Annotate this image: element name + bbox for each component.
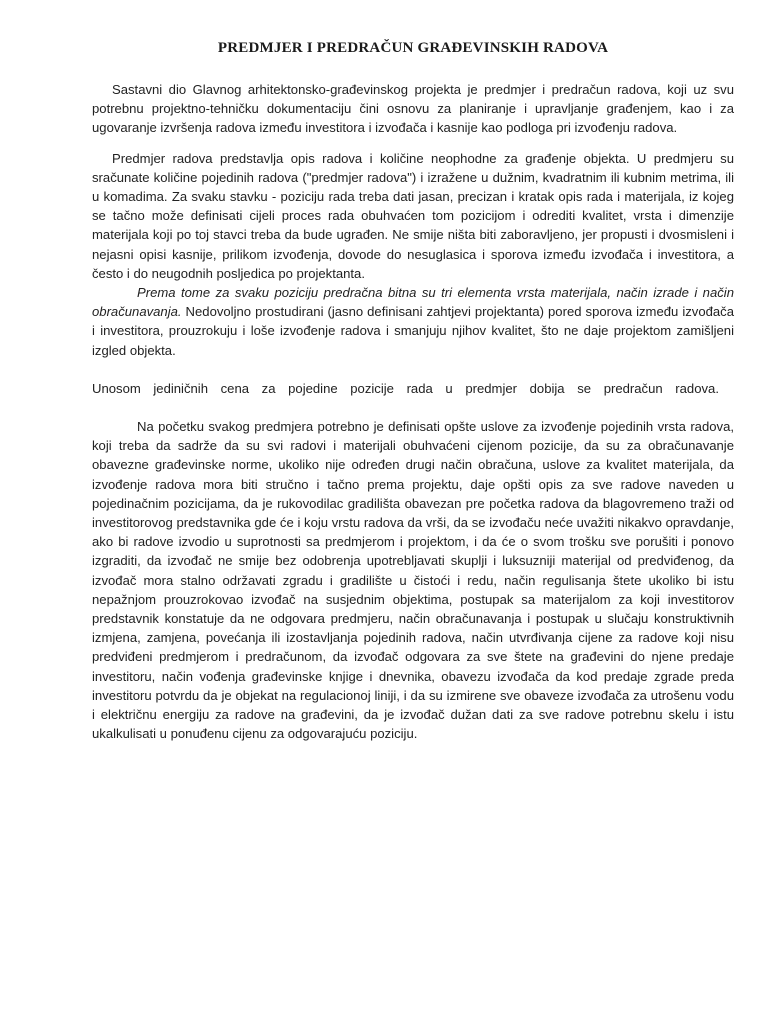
document-body xyxy=(92,80,734,744)
paragraph-elements-emphasis: Prema tome za svaku poziciju predračna bitna su tri elementa vrsta materijala, način izrade i način obračunavanja. xyxy=(92,285,734,320)
document-title: PREDMJER I PREDRAČUN GRAĐEVINSKIH RADOVA xyxy=(217,40,609,56)
paragraph-intro: Sastavni dio Glavnog arhitektonsko-građevinskog projekta je predmjer i predračun radova, koji uz svu potrebnu projektno-tehničku dokumentaciju čini osnovu za planiranje i upravljanje građenjem, kao i za ugovaranje izvršenja radova između investitora i izvođača i kasnije kao podloga pri izvođenju radova. xyxy=(92,82,734,136)
paragraph-predmjer-definition: Predmjer radova predstavlja opis radova i količine neophodne za građenje objekta. U predmjeru su sračunate količine pojedinih radova ("predmjer radova") i izražene u dužnim, kvadratnim ili kubnim metrima, ili u komadima. Za svaku stavku - poziciju rada treba dati jasan, precizan i kratak opis rada i materijala, iz kojeg se tačno može definisati cijeli proces rada obuhvaćen tom pozicijom i odrediti kvalitet, vrsta i dimenzije materijala koji po toj stavci treba da bude ugrađen. Ne smije ništa biti zaboravljeno, jer propusti i dvosmisleni i nejasni opisi kasnije, prilikom izvođenja, dovode do nesuglasica i sporova između izvođača i investitora, a često i do neugodnih posljedica po projektanta. xyxy=(92,150,734,281)
paragraph-general-conditions: Na početku svakog predmjera potrebno je definisati opšte uslove za izvođenje pojedinih vrsta radova, koji treba da sadrže da su svi radovi i materijali obuhvaćeni cijenom pozicije, da su za obračunavanje obavezne građevinske norme, ukoliko nije određen drugi način obračuna, uslove za kvalitet materijala, da izvođenje radova mora biti stručno i tačno prema projektu, daje opšti opis za sve radove naveden u pojedinačnim pozicijama, da je rukovodilac gradilišta obavezan pre početka radova da blagovremeno traži od investitorovog predstavnika gde će i koju vrstu radova da vrši, da se izvođaču neće uvažiti nikakvo opravdanje, ako bi radove izvodio u suprotnosti sa predmjerom i projektom, i da će o svom trošku sve porušiti i ponovo izgraditi, da izvođač ne smije bez odobrenja upotrebljavati skuplji i luksuzniji materijal od predviđenog, da izvođač mora stalno održavati zgradu i gradilište u čistoći i redu, način regulisanja štete ukoliko bi istu nepažnjom prouzrokovao izvođač na susjednim objektima, postupak sa materijalom za koji investitorov predstavnik konstatuje da ne odgovara predmjeru, način obračunavanja i postupak u slučaju konstruktivnih izmjena, zamjena, povećanja ili izostavljanja pojedinih radova, način utvrđivanja cijene za radove koji nisu predviđeni predmjerom i predračunom, da izvođač odgovara za sve štete na građevini do njene predaje investitoru, način vođenja građevinske knjige i dnevnika, obavezu izvođača da kod predaje zgrade preda investitoru potvrdu da je objekat na regulacionoj liniji, i da su izmirene sve obaveze izvođača za utrošenu vodu i električnu energiju za radove na građevini, da je izvođač dužan dati za sve radove potrebnu skelu i istu ukalkulisati u ponuđenu cijenu za odgovarajuću poziciju. xyxy=(92,419,734,742)
paragraph-unit-prices: Unosom jediničnih cena za pojedine pozicije rada u predmjer dobija se predračun radova. xyxy=(92,380,719,396)
paragraph-elements-text: Nedovoljno prostudirani (jasno definisani zahtjevi projektanta) pored sporova između izvođača i investitora, prouzrokuju i loše izvođenje radova i smanjuju njihov kvalitet, što ne daje projektom zamišljeni izgled objekta. xyxy=(92,304,734,358)
paragraph-elements xyxy=(92,283,734,360)
